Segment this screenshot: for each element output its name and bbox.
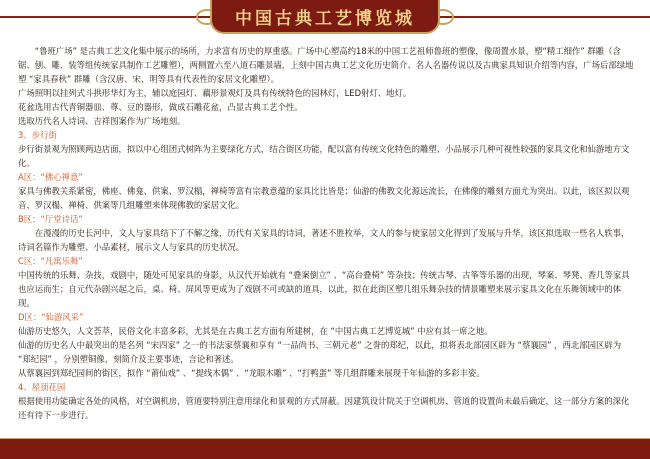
paragraph: 广场照明以挂列式斗拱形华灯为主，辅以庭园灯、藕形景观灯及具有传统特色的园林灯，LED射灯、地灯。 <box>18 88 412 98</box>
section-heading: 4、屋顶花园 <box>18 382 66 392</box>
paragraph: 在漫漫的历史长河中，文人与家具结下了不解之缘，历代有关家具的诗词，著述不胜枚举，文人的参与使家居文化得到了发展与升华，该区拟选取一些名人轶事，诗词名篇作为雕塑、小品素材，展示文人与家具的历史状况。 <box>18 228 630 252</box>
footer-band <box>0 439 650 459</box>
page-title: 中国古典工艺博览城 <box>235 8 415 29</box>
document-body <box>18 44 634 422</box>
paragraph: 家具与佛教关系紧密，佛座、佛龛、供案、罗汉榻，禅椅等富有宗教意蕴的家具比比皆是；仙游的佛教文化源远流长，在佛像的雕刻方面尤为突出。以此，该区拟以观音、罗汉榻、禅椅、供案等几组雕塑来体现佛教的家居文化。 <box>18 186 630 210</box>
paragraph: 仙游的历史名人中最突出的是名列 “宋四家” 之一的书法家蔡襄和享有 “一品尚书、三朝元老” 之誉的郑纪，以此，拟将表北部园区辟为 “蔡襄园” ，西北部园区辟为 “郑纪园” ，分别塑铜像，刻简介及主要事迹，言论和著述。 <box>18 340 622 364</box>
subsection-heading: C区：“凡寓乐舞” <box>18 256 83 266</box>
paragraph: 仙游历史悠久，人文荟萃，民俗文化丰富多彩，尤其是在古典工艺方面有所建树，在 “中国古典工艺博览城” 中应有其一席之地。 <box>18 326 493 336</box>
subsection-heading: B区：“厅堂诗话” <box>18 214 83 224</box>
paragraph: 选取历代名人诗词、吉祥图案作为广场地刻。 <box>18 116 186 126</box>
paragraph: 根据使用功能确定各处的风格，对空调机房，管道要特别注意用绿化和景观的方式屏蔽。因建筑设计院关于空调机房、管道的设置尚未最后确定，这一部分方案的深化还有待下一步进行。 <box>18 396 630 420</box>
subsection-heading: D区：“仙游风采” <box>18 312 84 322</box>
paragraph: 步行街景观为照顾两边店面，拟以中心组团式树阵为主要绿化方式，结合街区功能，配以富有传统文化特色的雕塑、小品展示几种可视性较强的家具文化和仙游地方文化。 <box>18 144 630 168</box>
paragraph: 中国传统的乐舞、杂技，戏剧中，随处可见家具的身影，从汉代开始就有 “叠案倒立” 、“高台叠椅” 等杂技；传统古琴、古筝等乐器的出现，琴案、琴凳、香几等家具也应运而生；自元代杂剧兴起之后，桌、椅、屏风等更成为了戏剧不可或缺的道具，以此，拟在此街区塑几组乐舞杂技的情景雕塑来展示家具文化在乐舞领域中的体现。 <box>18 270 630 308</box>
section-heading: 3、步行街 <box>18 130 57 140</box>
subsection-heading: A区：“佛心禅意” <box>18 172 83 182</box>
paragraph: “鲁班广场” 是古典工艺文化集中展示的场所，力求富有历史的厚重感。广场中心塑高约18米的中国工艺祖师鲁班的塑像，像周置水景，塑“精工细作” 群雕（含锯、刨、雕、装等组传统家具制作工艺雕塑），两侧置六至八道石雕景墙，上刻中国古典工艺文化历史简介、名人名器传说以及古典家具知识介绍等内容，广场后部绿地塑 “家具春秋” 群雕（含汉唐、宋、明等具有代表性的家居文化雕塑）。 <box>18 46 634 84</box>
paragraph: 从蔡襄园到郑纪园间的街区，拟作 “莆仙戏” 、“提线木偶” 、“龙眼木雕” 、“打鸭蛋” 等几组群雕来展现千年仙游的多彩丰姿。 <box>18 368 485 378</box>
paragraph: 花盆选用古代青铜器皿、尊、豆的器形，做成石雕花盆，凸显古典工艺个性。 <box>18 102 303 112</box>
title-banner <box>210 0 440 34</box>
